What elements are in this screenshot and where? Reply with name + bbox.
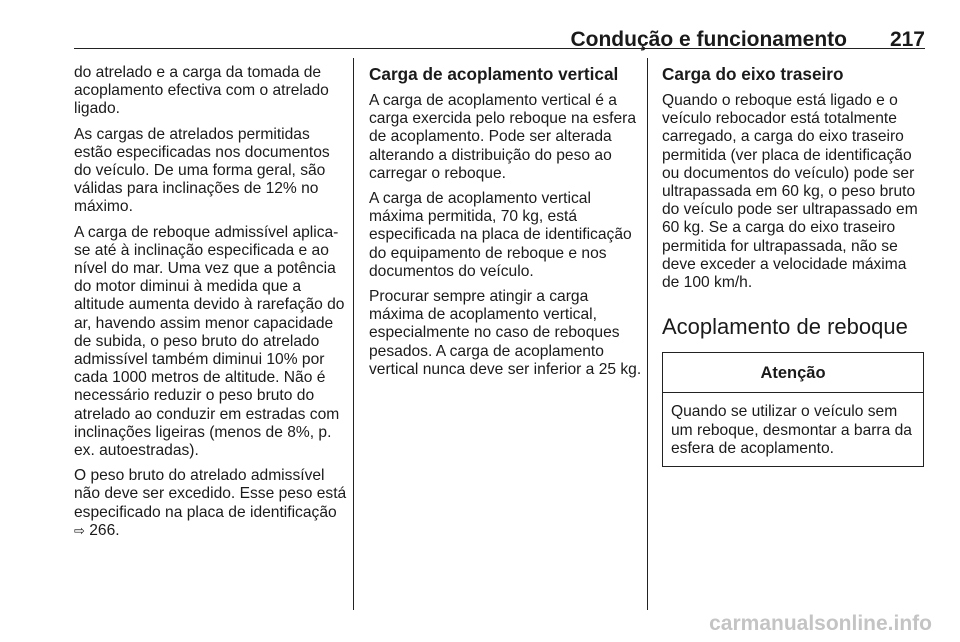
section-title: Acoplamento de reboque: [662, 314, 908, 340]
column-divider: [353, 58, 354, 610]
watermark: carmanualsonline.info: [709, 612, 932, 635]
section-heading: Carga do eixo traseiro: [662, 64, 844, 84]
paragraph: do atrelado e a carga da tomada de acoplamento efectiva com o atrelado ligado.: [74, 64, 329, 118]
paragraph: As cargas de atrelados permitidas estão especificadas nos documentos do veículo. De uma forma geral, são válidas para inclinações de 12% no máximo.: [74, 125, 330, 216]
column-3: [662, 64, 926, 467]
section-heading: Carga de acoplamento vertical: [369, 64, 619, 84]
column-1: [74, 64, 349, 547]
paragraph: A carga de reboque admissível aplica-se até à inclinação especificada e ao nível do mar. Uma vez que a potência do motor diminui à medida que a altitude aumenta devido à rarefação do ar, havendo assim menor capacidade de subida, o peso bruto do atrelado admissível também diminui 10% por cada 1000 metros de altitude. Não é necessário reduzir o peso bruto do atrelado ao conduzir em estradas com inclinações ligeiras (menos de 8%, p. ex. autoestradas).: [74, 223, 345, 460]
page-header: [74, 22, 925, 49]
paragraph-text: O peso bruto do atrelado admissível não deve ser excedido. Esse peso está especificado na placa de identificação: [74, 467, 347, 521]
notice-title: Atenção: [663, 353, 923, 393]
page-reference-link[interactable]: 266.: [89, 521, 120, 539]
paragraph: Procurar sempre atingir a carga máxima de acoplamento vertical, especialmente no caso de reboques pesados. A carga de acoplamento vertical nunca deve ser inferior a 25 kg.: [369, 288, 642, 378]
paragraph: A carga de acoplamento vertical é a carga exercida pelo reboque na esfera de acoplamento. Pode ser alterada alterando a distribuição do peso ao carregar o reboque.: [369, 92, 637, 182]
warning-notice-box: [662, 352, 924, 467]
notice-text: Quando se utilizar o veículo sem um reboque, desmontar a barra da esfera de acoplamento.: [671, 403, 912, 457]
paragraph: [74, 467, 349, 540]
header-title: Condução e funcionamento: [570, 28, 847, 51]
paragraph: A carga de acoplamento vertical máxima permitida, 70 kg, está especificada na placa de identificação do equipamento de reboque e nos documentos do veículo.: [369, 190, 632, 280]
reference-arrow-icon: ⇨: [74, 522, 85, 538]
paragraph: Quando o reboque está ligado e o veículo rebocador está totalmente carregado, a carga do eixo traseiro permitida (ver placa de identificação ou documentos do veículo) pode ser ultrapassada em 60 kg, o peso bruto do veículo pode ser ultrapassado em 60 kg. Se a carga do eixo traseiro permitida for ultrapassada, não se deve exceder a velocidade máxima de 100 km/h.: [662, 92, 918, 292]
column-2: [369, 64, 647, 386]
column-divider: [647, 58, 648, 610]
page-number: 217: [889, 28, 925, 51]
